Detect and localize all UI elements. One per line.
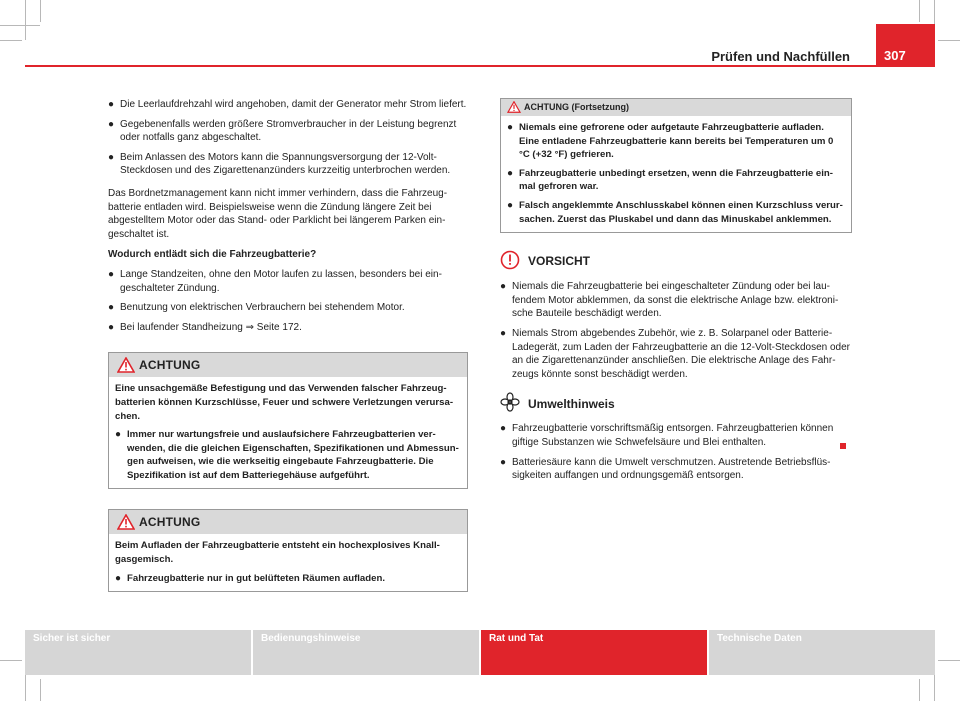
warning-box [108, 352, 468, 489]
list-item: ● Lange Standzeiten, ohne den Motor laufen zu lassen, besonders bei eingeschalteter Zündung. [108, 268, 442, 294]
bullet-icon: ● [507, 167, 514, 179]
crop-mark [40, 679, 41, 701]
warning-triangle-icon [117, 357, 135, 378]
tab-rat-und-tat[interactable]: Rat und Tat [481, 630, 707, 675]
warning-body [109, 377, 467, 488]
crop-mark [0, 40, 22, 41]
list-item: ● Fahrzeugbatterie vorschriftsmäßig entsorgen. Fahrzeugbatterien können giftige Substanzen wie Schwefelsäure und Blei enthalten. [500, 423, 834, 448]
bullet-icon: ● [500, 456, 507, 468]
list-item: ● Die Leerlaufdrehzahl wird angehoben, damit der Generator mehr Strom liefert. [108, 99, 467, 110]
list-item: ● Niemals Strom abgebendes Zubehör, wie z. B. Solarpanel oder Batterie-Ladegerät, zum Laden der Fahrzeugbatterie an die 12-Volt-Steckdosen oder an die Zigarettenanzünder anschließen. Die elektrische Anlage des Fahrzeugs könnte sonst beschädigt werden. [500, 327, 850, 380]
warning-box-header [109, 353, 467, 377]
section-end-marker [840, 443, 846, 449]
list-item: ● Beim Anlassen des Motors kann die Spannungsversorgung der 12-Volt-Steckdosen und des Zigarettenanzünders kurzzeitig unterbrochen werden. [108, 151, 451, 177]
bullet-icon: ● [507, 122, 514, 133]
chapter-tabs [25, 630, 935, 675]
right-column [500, 98, 852, 489]
list-item: ● Fahrzeugbatterie unbedingt ersetzen, wenn die Fahrzeugbatterie einmal gefroren war. [507, 167, 833, 193]
bullet-icon: ● [108, 151, 115, 163]
crop-mark [0, 660, 22, 661]
crop-mark [40, 0, 41, 22]
environment-header [500, 393, 852, 415]
body-paragraph: Das Bordnetzmanagement kann nicht immer verhindern, dass die Fahrzeugbatterie entladen wird. Beispielsweise wenn die Zündung längere Zeit bei abgestelltem Motor oder das Stand- oder Parklicht bei längerem Parken eingeschaltet ist. [108, 187, 448, 240]
list-item: ● Falsch angeklemmte Anschlusskabel können einen Kurzschluss verursachen. Zuerst das Pluskabel und dann das Minuskabel anklemmen. [507, 199, 843, 225]
warning-body [109, 534, 467, 591]
bullet-icon: ● [108, 268, 115, 280]
question-heading: Wodurch entlädt sich die Fahrzeugbatterie? [108, 249, 317, 261]
environment-flower-icon [500, 392, 520, 417]
caution-title: VORSICHT [528, 254, 591, 269]
warning-triangle-icon [507, 101, 521, 118]
bullet-icon: ● [507, 199, 514, 211]
warning-box [108, 509, 468, 592]
warning-box-continued [500, 98, 852, 233]
bullet-icon: ● [500, 423, 507, 435]
page-number-badge [876, 24, 935, 67]
list-item: ● Niemals die Fahrzeugbatterie bei eingeschalteter Zündung oder bei laufendem Motor abklemmen, da sonst die elektrische Anlage bzw. elektronische Bauteile beschädigt werden. [500, 281, 839, 320]
caution-circle-icon [500, 250, 520, 275]
list-item: ● Niemals eine gefrorene oder aufgetaute Fahrzeugbatterie aufladen. Eine entladene Fahrzeugbatterie kann bereits bei Temperaturen um 0 °C (+32 °F) gefrieren. [507, 122, 834, 161]
page-title: Prüfen und Nachfüllen [711, 49, 850, 64]
bullet-icon: ● [115, 572, 122, 584]
warning-title: ACHTUNG [139, 514, 201, 529]
list-item: ● Benutzung von elektrischen Verbrauchern bei stehendem Motor. [108, 302, 405, 314]
crop-mark [919, 679, 920, 701]
list-item: ● Batteriesäure kann die Umwelt verschmutzen. Austretende Betriebsflüssigkeiten auffangen und ordnungsgemäß entsorgen. [500, 456, 831, 482]
warning-box-header [501, 99, 851, 116]
environment-title: Umwelthinweis [528, 396, 615, 411]
crop-mark [938, 40, 960, 41]
warning-intro: Eine unsachgemäße Befestigung und das Verwenden falscher Fahrzeugbatterien können Kurzschlüsse, Feuer und schwere Verletzungen verursachen. [115, 383, 454, 422]
bullet-icon: ● [500, 281, 507, 293]
crop-mark [919, 0, 920, 22]
list-item: ● Immer nur wartungsfreie und auslaufsichere Fahrzeugbatterien verwenden, die die gleichen Eigenschaften, Spezifikationen und Abmessungen aufweisen, wie die werkseitig eingebaute Fahrzeugbatterie. Die Spezifikation ist auf dem Batteriegehäuse aufgeführt. [115, 429, 459, 481]
left-column [108, 98, 468, 612]
caution-header [500, 251, 852, 273]
header-rule [25, 65, 935, 67]
crop-mark [25, 0, 26, 40]
tab-bedienungshinweise[interactable]: Bedienungshinweise [253, 630, 479, 675]
bullet-icon: ● [108, 118, 115, 130]
environment-section [500, 393, 852, 482]
warning-title: ACHTUNG [139, 357, 201, 372]
warning-triangle-icon [117, 514, 135, 535]
warning-intro: Beim Aufladen der Fahrzeugbatterie entsteht ein hochexplosives Knallgasgemisch. [115, 540, 440, 566]
list-item: ● Bei laufender Standheizung ⇒ Seite 172. [108, 321, 302, 333]
bullet-icon: ● [108, 302, 115, 314]
list-item: ● Gegebenenfalls werden größere Stromverbraucher in der Leistung begrenzt oder notfalls ganz abgeschaltet. [108, 118, 457, 144]
bullet-icon: ● [108, 321, 115, 333]
crop-mark [938, 660, 960, 661]
bullet-icon: ● [500, 327, 507, 339]
tab-technische-daten[interactable]: Technische Daten [709, 630, 935, 675]
warning-body [501, 116, 851, 232]
list-item: ● Fahrzeugbatterie nur in gut belüfteten Räumen aufladen. [115, 572, 385, 584]
caution-section [500, 251, 852, 381]
page-number: 307 [884, 48, 906, 63]
bullet-icon: ● [115, 429, 122, 441]
crop-mark [0, 25, 40, 26]
warning-box-header [109, 510, 467, 534]
warning-title: ACHTUNG (Fortsetzung) [524, 101, 629, 112]
tab-sicher-ist-sicher[interactable]: Sicher ist sicher [25, 630, 251, 675]
bullet-icon: ● [108, 99, 115, 110]
